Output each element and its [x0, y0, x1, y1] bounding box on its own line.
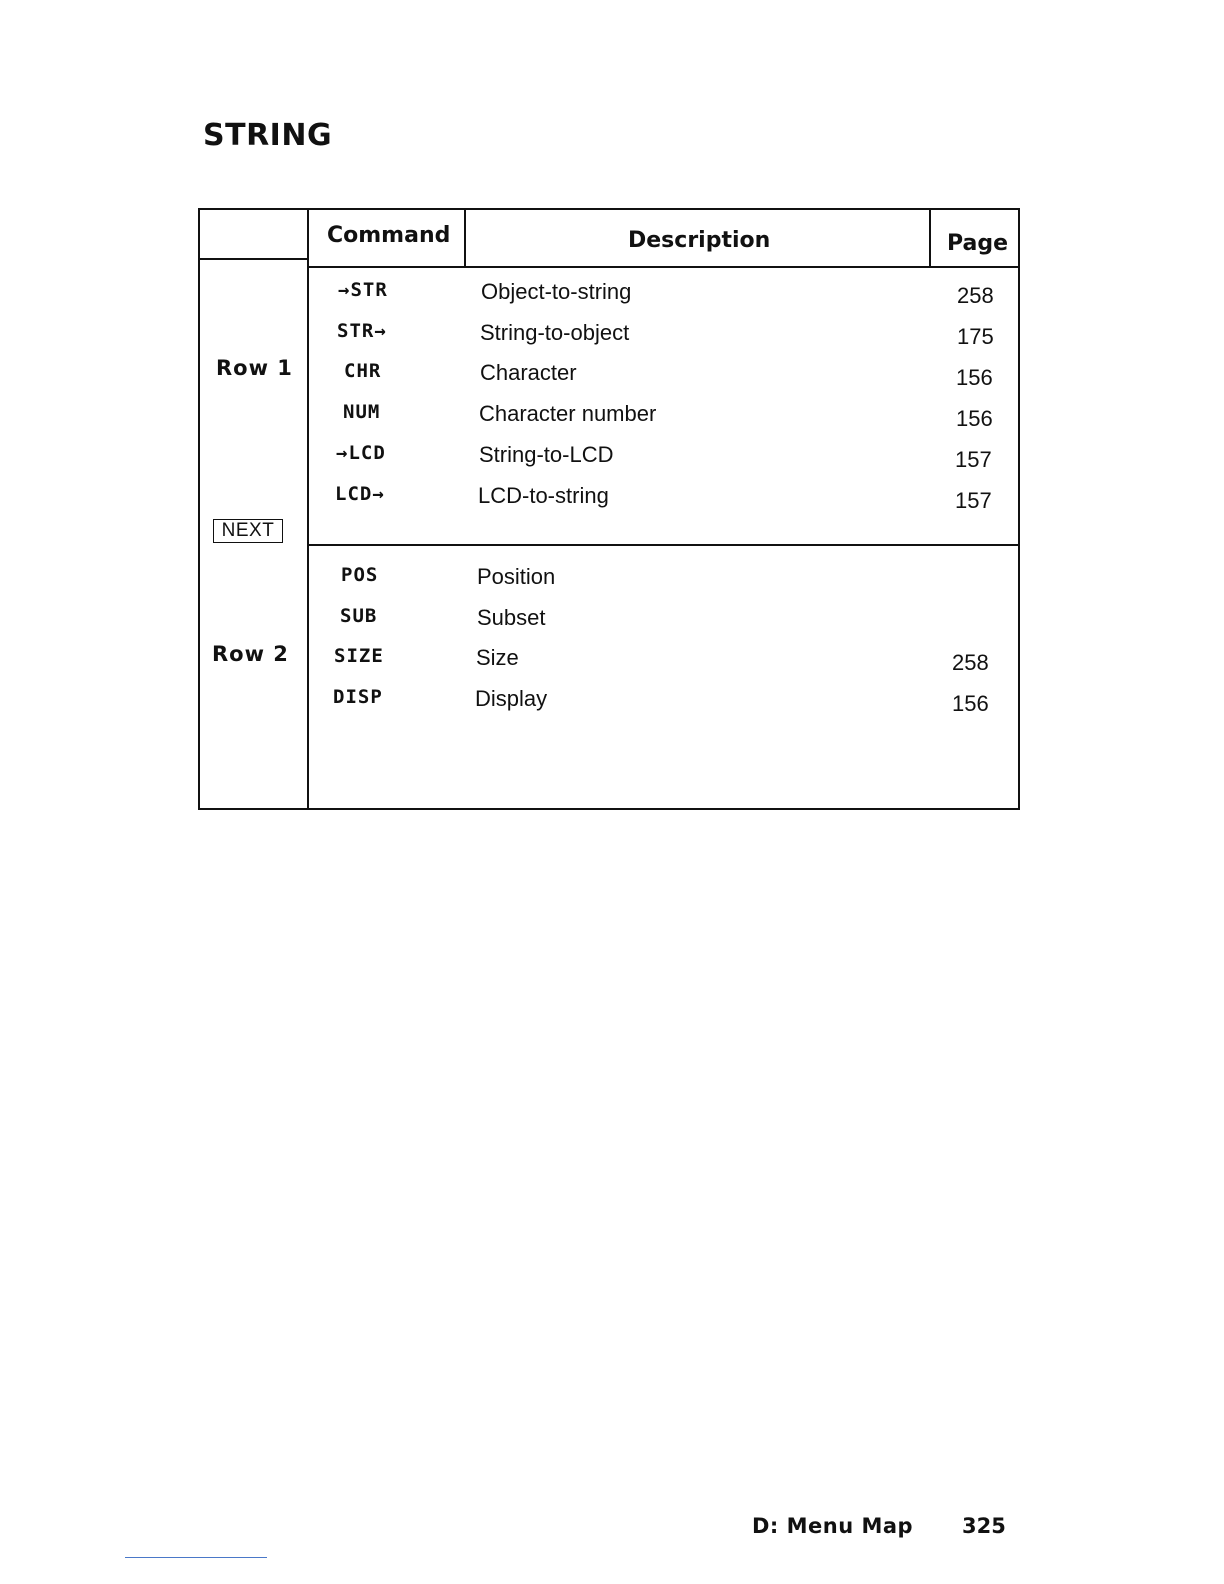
page-cell: 175 — [957, 324, 994, 349]
command-cell: DISP — [333, 686, 383, 708]
description-cell: Character — [480, 360, 577, 385]
page-cell: 258 — [952, 650, 989, 675]
bottom-rule — [125, 1557, 267, 1558]
command-cell: LCD→ — [335, 483, 385, 505]
command-column-divider — [464, 208, 466, 268]
page-cell: 156 — [956, 365, 993, 390]
page-cell: 258 — [957, 283, 994, 308]
description-cell: LCD-to-string — [478, 483, 609, 508]
page-cell: 156 — [956, 406, 993, 431]
command-cell: →STR — [338, 279, 388, 301]
command-cell: SUB — [340, 605, 378, 627]
header-divider — [198, 258, 309, 260]
description-cell: String-to-LCD — [479, 442, 614, 467]
description-cell: String-to-object — [480, 320, 630, 345]
description-cell: Size — [476, 645, 519, 670]
command-cell: →LCD — [336, 442, 386, 464]
footer-section: D: Menu Map — [752, 1514, 914, 1538]
command-cell: CHR — [344, 360, 382, 382]
header-page: Page — [947, 231, 1009, 256]
description-cell: Display — [475, 686, 548, 711]
page-cell: 157 — [955, 447, 992, 472]
command-cell: POS — [341, 564, 379, 586]
page-cell: 157 — [955, 488, 992, 513]
row-label-column-divider — [307, 208, 309, 810]
command-cell: SIZE — [334, 645, 384, 667]
header-command: Command — [327, 223, 451, 248]
page-title: STRING — [203, 118, 333, 153]
description-cell: Position — [477, 564, 556, 589]
description-cell: Subset — [477, 605, 546, 630]
command-cell: NUM — [343, 401, 381, 423]
footer-page-number: 325 — [962, 1514, 1006, 1538]
page-column-divider — [929, 208, 931, 268]
row-1-label: Row 1 — [216, 356, 293, 380]
command-cell: STR→ — [337, 320, 387, 342]
page-cell: 156 — [952, 691, 989, 716]
next-key: NEXT — [213, 519, 283, 543]
header-divider — [307, 266, 1020, 268]
header-description: Description — [628, 228, 771, 253]
row-2-label: Row 2 — [212, 642, 289, 666]
row-divider — [307, 544, 1020, 546]
description-cell: Object-to-string — [481, 279, 632, 304]
description-cell: Character number — [479, 401, 657, 426]
